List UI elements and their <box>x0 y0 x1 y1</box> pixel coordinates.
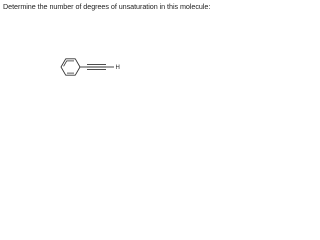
molecule-structure <box>0 0 211 88</box>
hydrogen-atom-label: H <box>115 65 120 71</box>
triple-bond <box>87 65 106 70</box>
question-text: Determine the number of degrees of unsaturation in this molecule: <box>3 2 211 11</box>
